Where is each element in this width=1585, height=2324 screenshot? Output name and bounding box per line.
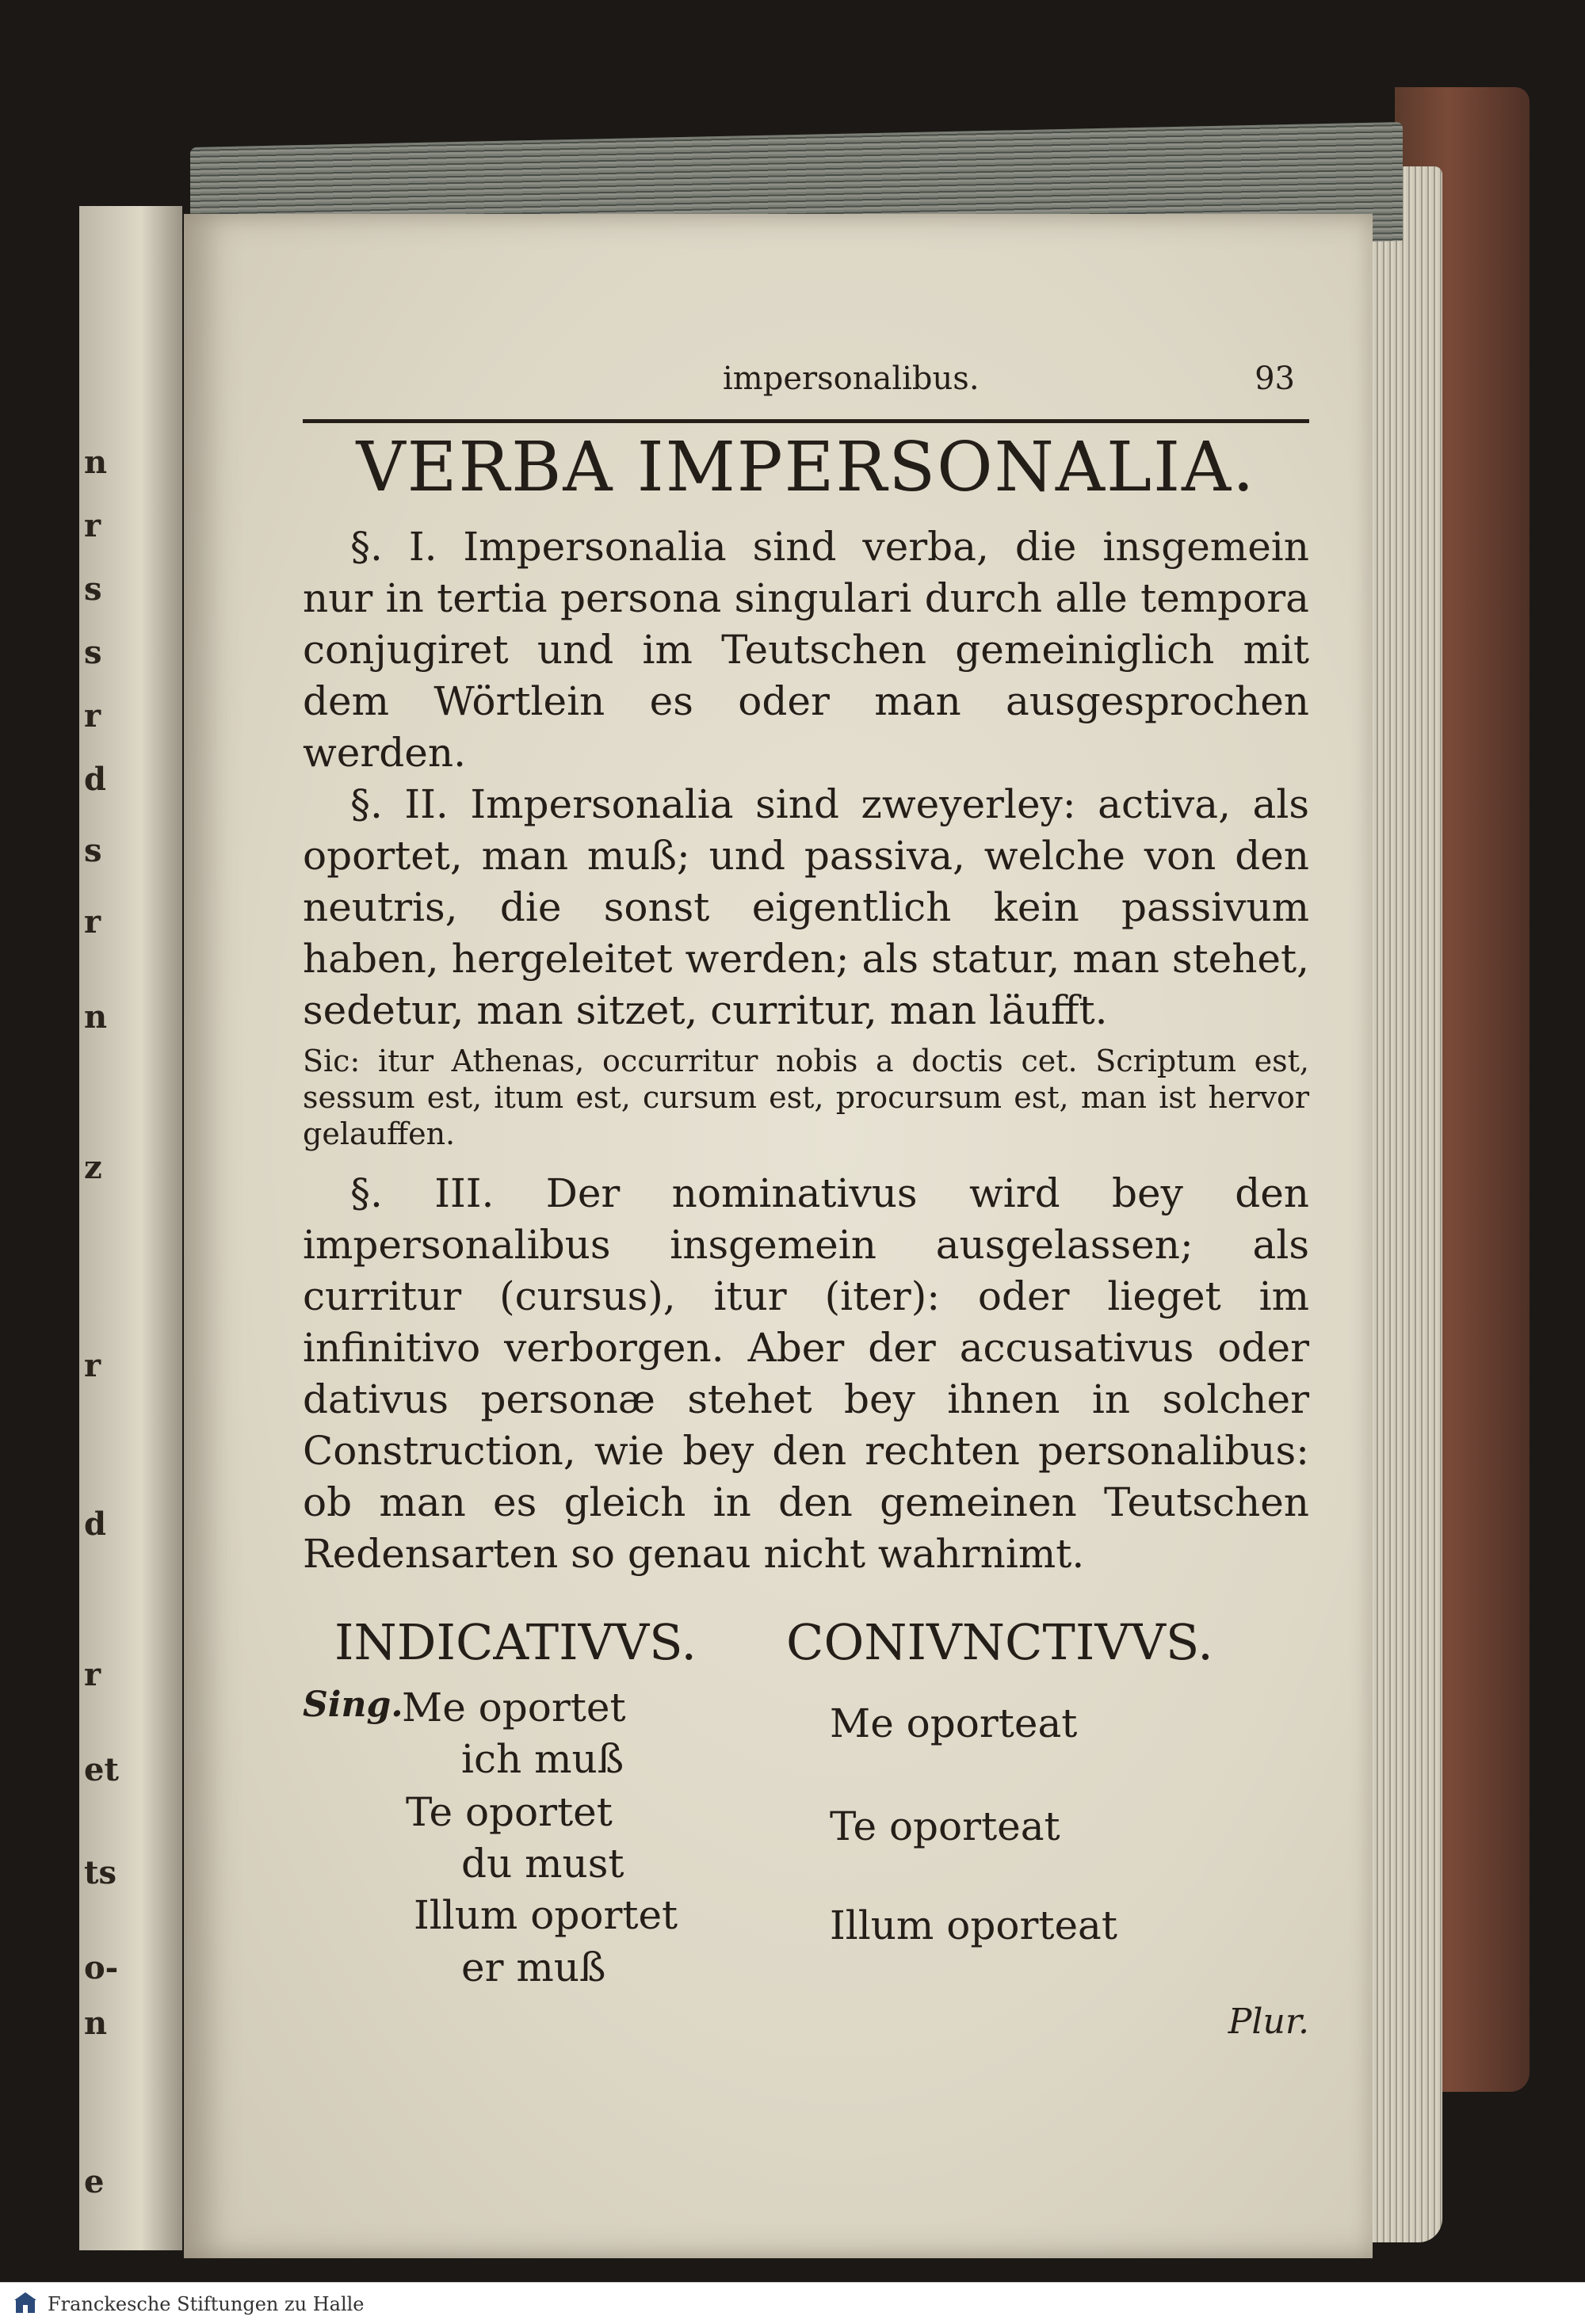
left-page-mark: ts bbox=[84, 1854, 116, 1891]
left-page-mark: r bbox=[84, 507, 101, 544]
page-content bbox=[303, 361, 1309, 2041]
left-page-mark: s bbox=[84, 832, 102, 869]
paragraph-1: §. I. Impersonalia sind verba, die insgemein nur in tertia persona singulari durch alle tempora conjugiret und im Teutschen gemeiniglich mit dem Wörtlein es oder man ausgesprochen werden. bbox=[303, 524, 1309, 776]
conjunctive-form: Me oporteat bbox=[830, 1700, 1078, 1746]
left-page-mark: z bbox=[84, 1149, 102, 1186]
left-page-mark: n bbox=[84, 998, 108, 1036]
indicative-heading: INDICATIVVS. bbox=[334, 1613, 697, 1671]
left-page-mark: o- bbox=[84, 1949, 119, 1986]
left-page-mark: et bbox=[84, 1751, 119, 1788]
catchword: Plur. bbox=[1228, 2002, 1309, 2042]
indicative-form: Illum oportet bbox=[414, 1892, 678, 1938]
conjunctive-form: Illum oporteat bbox=[830, 1902, 1117, 1948]
german-gloss: du must bbox=[461, 1841, 624, 1887]
paradigm-headings bbox=[303, 1613, 1309, 1685]
institution-logo-icon bbox=[13, 2291, 38, 2316]
left-page-mark: r bbox=[84, 1347, 101, 1384]
paragraph-2: §. II. Impersonalia sind zweyerley: activa, als oportet, man muß; und passiva, welche von den neutris, die sonst eigentlich kein passivum haben, hergeleitet werden; als statur, man stehet, sedetur, man sitzet, curritur, man läufft. bbox=[303, 781, 1309, 1033]
page-number: 93 bbox=[1255, 361, 1295, 397]
chapter-title: VERBA IMPERSONALIA. bbox=[356, 428, 1256, 507]
running-head-title: impersonalibus. bbox=[723, 361, 980, 397]
left-page bbox=[79, 206, 182, 2250]
left-page-mark: n bbox=[84, 2005, 108, 2042]
german-gloss: ich muß bbox=[461, 1736, 624, 1782]
paradigm-table bbox=[303, 1685, 1309, 2041]
right-page bbox=[184, 214, 1373, 2258]
institution-name: Franckesche Stiftungen zu Halle bbox=[48, 2293, 365, 2315]
indicative-form: Me oportet bbox=[402, 1685, 626, 1731]
conjunctive-form: Te oporteat bbox=[830, 1803, 1060, 1849]
left-page-mark: r bbox=[84, 697, 101, 735]
conjunctive-heading: CONIVNCTIVVS. bbox=[786, 1613, 1213, 1671]
singular-label: Sing. bbox=[303, 1685, 403, 1725]
left-page-mark: s bbox=[84, 634, 102, 671]
left-page-mark: r bbox=[84, 903, 101, 941]
header-rule bbox=[303, 419, 1309, 423]
german-gloss: er muß bbox=[461, 1944, 606, 1990]
paragraph-3: §. III. Der nominativus wird bey den impersonalibus insgemein ausgelassen; als curritur (cursus), itur (iter): oder lieget im infinitivo verborgen. Aber der accusativus oder dativus personæ stehet bey ihnen in solcher Construction, wie bey den rechten personalibus: ob man es gleich in den gemeinen Teutschen Redensarten so genau nicht wahrnimt. bbox=[303, 1170, 1309, 1577]
left-page-mark: d bbox=[84, 1505, 106, 1543]
running-head bbox=[303, 361, 1309, 408]
book bbox=[79, 48, 1458, 2203]
example-note: Sic: itur Athenas, occurritur nobis a doctis cet. Scriptum est, sessum est, itum est, cursum est, procursum est, man ist hervor gelauffen. bbox=[303, 1044, 1309, 1151]
left-page-mark: r bbox=[84, 1656, 101, 1693]
footer-bar bbox=[0, 2282, 1585, 2324]
left-page-mark: s bbox=[84, 571, 102, 608]
left-page-mark: e bbox=[84, 2163, 105, 2200]
left-page-mark: n bbox=[84, 444, 108, 481]
left-page-mark: d bbox=[84, 761, 106, 798]
indicative-form: Te oportet bbox=[406, 1789, 613, 1835]
